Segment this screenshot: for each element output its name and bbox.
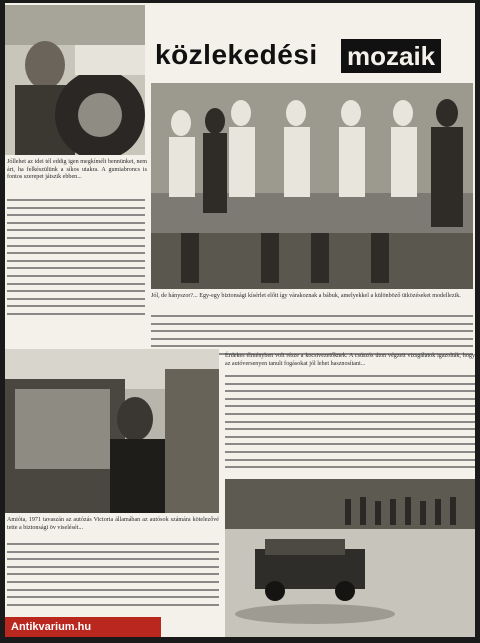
bottom-left-text-lines xyxy=(7,543,219,611)
photo-wet-track xyxy=(225,479,475,637)
left-column-lead: Jóllehet az idei tél eddig igen megkímélt bennünket, nem árt, ha felkészülünk a síkos utakra. A gumiabroncs is fontos szerepet játszik ebben... xyxy=(7,159,147,181)
title-word-2: mozaik xyxy=(341,39,441,73)
bottom-left-caption-text: Amióta, 1971 tavaszán az autózás Victoria államában az autósok számára kötelezővé tette a biztonsági öv viselését... xyxy=(7,517,219,531)
bottom-left-caption xyxy=(7,517,219,537)
title-word-1: közlekedési xyxy=(155,39,318,70)
photo-police-car xyxy=(5,349,219,513)
lower-right-lead: Érdekes élményben volt része a kocsivezetőknek. A csúszós úton végzett vizsgálatok igazolták, hogy az autóversenyen tanult fogásokat jól lehet hasznosítani... xyxy=(225,353,475,367)
photo-tire-check xyxy=(5,5,145,155)
center-caption xyxy=(151,293,473,313)
watermark: Antikvarium.hu xyxy=(5,617,161,637)
lower-right-text-lines xyxy=(225,375,475,474)
photo-crash-dummies xyxy=(151,83,473,289)
lower-right-article xyxy=(225,353,475,373)
magazine-page xyxy=(5,3,475,637)
page-title xyxy=(155,39,475,79)
center-caption-text: Jól, de hányszor?... Egy-egy biztonsági kísérlet előtt így várakoznak a bábuk, amelyekkel a különböző ütközéseket modellezik. xyxy=(151,293,461,299)
left-column-text-lines xyxy=(7,199,145,321)
